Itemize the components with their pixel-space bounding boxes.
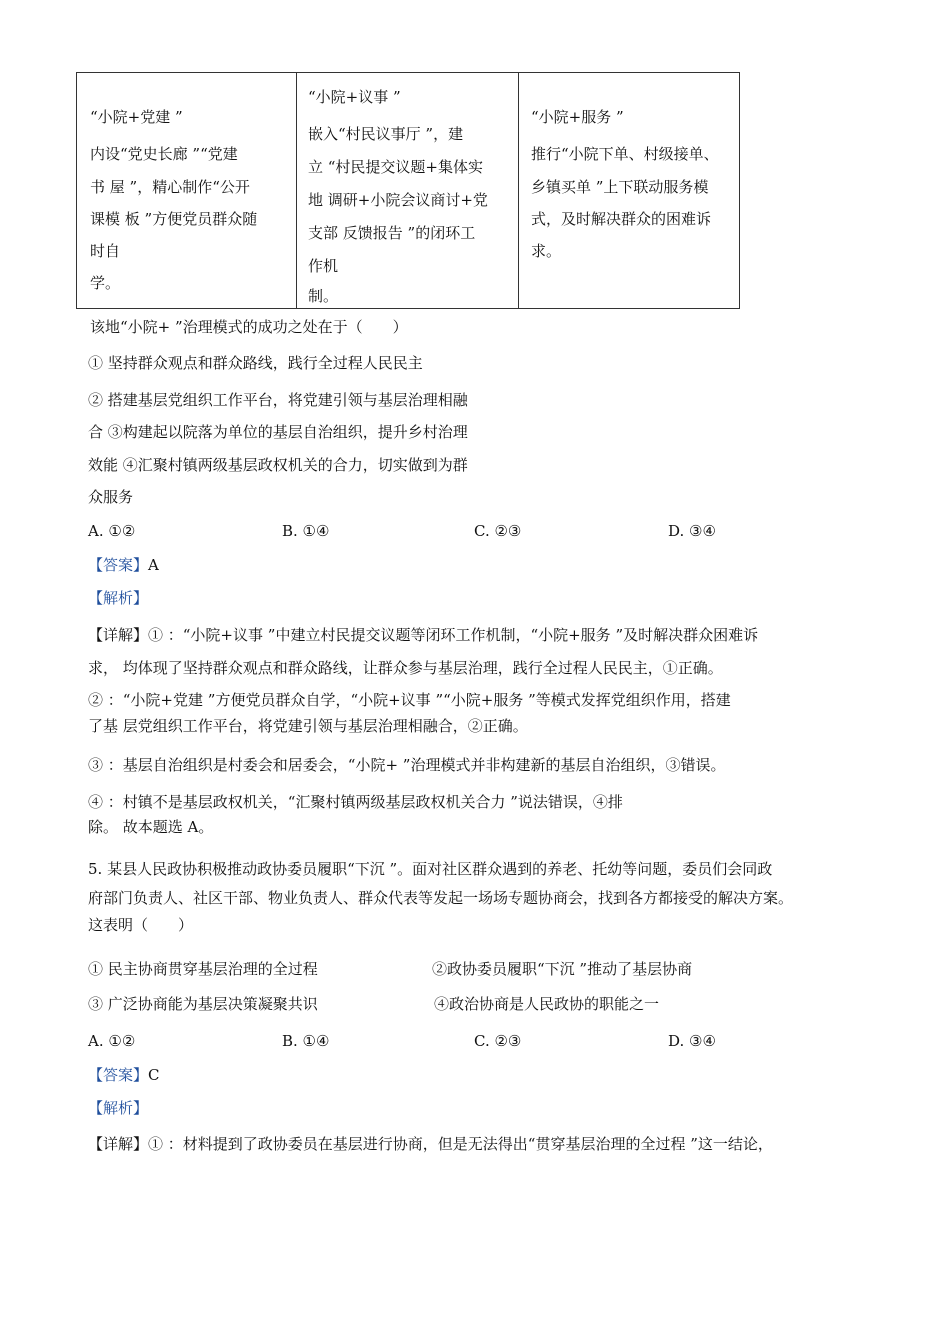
statement-line: 效能 ④汇聚村镇两级基层政权机关的合力，切实做到为群 [88, 456, 468, 474]
question-stem: 5. 某县人民政协积极推动政协委员履职“下沉 ”。面对社区群众遇到的养老、托幼等问题，委员们会同政 [88, 860, 773, 878]
detail-line: 【详解】① ：“小院+议事 ”中建立村民提交议题等闭环工作机制，“小院+服务 ”及时解决群众困难诉 [88, 626, 759, 644]
choice-d: D. ③④ [668, 1032, 716, 1050]
table-divider [296, 73, 297, 308]
choice-d: D. ③④ [668, 522, 716, 540]
table-col3-line: 乡镇买单 ”上下联动服务模 [531, 178, 709, 196]
question-stem: 这表明（ ） [88, 916, 194, 934]
table-col3-line: 求。 [531, 242, 562, 260]
detail-line: 【详解】① ：材料提到了政协委员在基层进行协商，但是无法得出“贯穿基层治理的全过程 ”这一结论， [88, 1135, 773, 1153]
table-col1-line: 课模 板 ”方便党员群众随 [90, 210, 258, 228]
analysis-label: 【解析】 [88, 1099, 149, 1117]
table-col2-title: “小院+议事 ” [308, 88, 401, 106]
choice-b: B. ①④ [282, 1032, 330, 1050]
table-col1-line: 时自 [90, 242, 121, 260]
question-stem: 府部门负责人、社区干部、物业负责人、群众代表等发起一场场专题协商会，找到各方都接受的解决方案。 [88, 889, 794, 907]
statement: ③ 广泛协商能为基层决策凝聚共识 [88, 995, 318, 1013]
choice-c: C. ②③ [474, 1032, 522, 1050]
answer-row [88, 1068, 160, 1083]
table-col2-line: 作机 [308, 257, 339, 275]
detail-line: ② ：“小院+党建 ”方便党员群众自学，“小院+议事 ”“小院+服务 ”等模式发挥党组织作用，搭建 [88, 691, 731, 709]
statement: ②政协委员履职“下沉 ”推动了基层协商 [432, 960, 693, 978]
answer-label: 【答案】 [88, 556, 149, 574]
table-col3-line: 式，及时解决群众的困难诉 [531, 210, 712, 228]
detail-line: 除。 故本题选 A。 [88, 818, 214, 836]
statement-line: 众服务 [88, 488, 134, 506]
table-col2-line: 地 调研+小院会议商讨+党 [308, 191, 488, 209]
table-col2-line: 嵌入“村民议事厅 ”，建 [308, 125, 464, 143]
answer-value: C [148, 1066, 160, 1084]
statement: ① 民主协商贯穿基层治理的全过程 [88, 960, 318, 978]
table-divider [518, 73, 519, 308]
choice-a: A. ①② [88, 1032, 136, 1050]
table-col1-line: 书 屋 ”，精心制作“公开 [90, 178, 250, 196]
choice-a: A. ①② [88, 522, 136, 540]
statement: ④政治协商是人民政协的职能之一 [434, 995, 660, 1013]
statement-line: 合 ③构建起以院落为单位的基层自治组织，提升乡村治理 [88, 423, 468, 441]
table-col2-line: 制。 [308, 287, 339, 305]
detail-line: ④ ：村镇不是基层政权机关，“汇聚村镇两级基层政权机关合力 ”说法错误，④排 [88, 793, 623, 811]
question-stem: 该地“小院+ ”治理模式的成功之处在于（ ） [90, 318, 408, 336]
statement-line: ② 搭建基层党组织工作平台，将党建引领与基层治理相融 [88, 391, 468, 409]
answer-row [88, 558, 159, 573]
detail-line: 了基 层党组织工作平台，将党建引领与基层治理相融合，②正确。 [88, 717, 528, 735]
analysis-label: 【解析】 [88, 589, 149, 607]
table-col1-title: “小院+党建 ” [90, 108, 183, 126]
table-col1-line: 学。 [90, 274, 121, 292]
detail-line: 求， 均体现了坚持群众观点和群众路线，让群众参与基层治理，践行全过程人民民主，①正确。 [88, 659, 723, 677]
table-col2-line: 立 “村民提交议题+集体实 [308, 158, 484, 176]
answer-value: A [148, 556, 159, 574]
table-col2-line: 支部 反馈报告 ”的闭环工 [308, 224, 476, 242]
detail-line: ③ ：基层自治组织是村委会和居委会，“小院+ ”治理模式并非构建新的基层自治组织，③错误。 [88, 756, 726, 774]
answer-label: 【答案】 [88, 1066, 149, 1084]
choice-c: C. ②③ [474, 522, 522, 540]
statement-line: ① 坚持群众观点和群众路线，践行全过程人民民主 [88, 354, 423, 372]
table-col3-line: 推行“小院下单、村级接单、 [531, 145, 719, 163]
choice-b: B. ①④ [282, 522, 330, 540]
table-col1-line: 内设“党史长廊 ”“党建 [90, 145, 238, 163]
table-col3-title: “小院+服务 ” [531, 108, 624, 126]
